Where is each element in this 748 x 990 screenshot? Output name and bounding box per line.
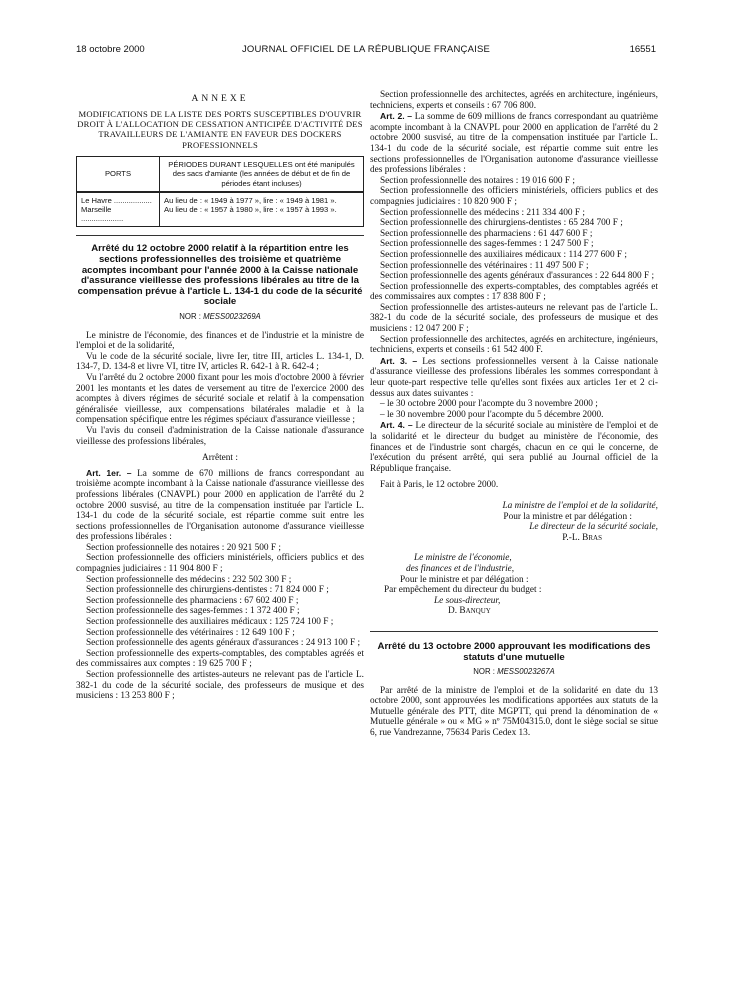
nor-label: NOR : <box>179 312 201 321</box>
nor-label: NOR : <box>473 667 495 677</box>
article-3 <box>370 356 658 399</box>
signatory-title: Le ministre de l'économie, <box>414 553 512 564</box>
preamble-paragraph: Vu le code de la sécurité sociale, livre Ier, titre III, articles L. 134-1, D. 134-7, D. 134-8 et livre VI, titre IV, articles R. 642-1 à R. 642-4 ; <box>76 351 364 373</box>
signatory-title: Le sous-directeur, <box>434 595 501 606</box>
list-item: Section professionnelle des officiers ministériels, officiers publics et des compagnies judiciaires : 10 820 900 F ; <box>370 186 658 207</box>
period-value: Au lieu de : « 1949 à 1977 », lire : « 1949 à 1981 ». <box>164 195 337 205</box>
signatory-title: des finances et de l'industrie, <box>406 563 515 574</box>
section-divider <box>76 235 364 236</box>
list-item: Section professionnelle des auxiliaires médicaux : 114 277 600 F ; <box>380 249 628 260</box>
list-item: Section professionnelle des vétérinaires : 12 649 100 F ; <box>86 627 295 638</box>
article-label: Art. 3. – <box>380 355 418 366</box>
period-value: Au lieu de : « 1957 à 1980 », lire : « 1957 à 1993 ». <box>164 205 337 215</box>
list-item: Section professionnelle des experts-comptables, des comptables agréés et des commissaires aux comptes : 19 625 700 F ; <box>76 648 364 670</box>
port-name: Le Havre .................. <box>81 195 152 205</box>
signatory-name: P.-L. Bras <box>562 532 602 543</box>
ports-column-header: PORTS <box>77 157 160 192</box>
port-name: Marseille .................... <box>81 205 124 224</box>
arrete-title: Arrêté du 13 octobre 2000 approuvant les modifications des statuts d'une mutuelle <box>377 640 651 663</box>
arretent-heading: Arrêtent : <box>202 453 238 464</box>
list-item: Section professionnelle des sages-femmes : 1 247 500 F ; <box>380 239 594 250</box>
annexe-heading: ANNEXE <box>191 94 249 104</box>
list-item: – le 30 octobre 2000 pour l'acompte du 3 novembre 2000 ; <box>380 399 598 410</box>
article-label: Art. 4. – <box>380 420 413 431</box>
list-item: Section professionnelle des officiers ministériels, officiers publics et des compagnies judiciaires : 11 904 800 F ; <box>76 553 364 575</box>
article-1-list <box>76 543 364 702</box>
journal-title: JOURNAL OFFICIEL DE LA RÉPUBLIQUE FRANÇAISE <box>241 44 491 55</box>
article-4 <box>370 420 658 474</box>
page-number: 16551 <box>629 44 656 55</box>
page-header <box>76 44 656 60</box>
preamble-paragraph: Vu l'avis du conseil d'administration de la Caisse nationale d'assurance vieillesse des professions libérales, <box>76 425 364 447</box>
list-item: Section professionnelle des chirurgiens-dentistes : 65 284 700 F ; <box>380 218 623 229</box>
fait-a-paris: Fait à Paris, le 12 octobre 2000. <box>380 480 499 491</box>
list-item: Section professionnelle des architectes, agréés en architecture, ingénieurs, techniciens, experts et conseils : 67 706 800. <box>370 90 658 111</box>
ports-table <box>76 156 364 227</box>
article-text: La somme de 670 millions de francs correspondant au troisième acompte incombant à la Caisse nationale d'assurance vieillesse des professions libérales (CNAVPL) pour 2000 en application de l'arrêté du 2 octobre 2000 susvisé, au titre de la compensation instituée par l'article L. 134-1 du code de la sécurité sociale, est répartie comme suit entre les sections professionnelles de l'Organisation autonome d'assurance vieillesse des professions libérales : <box>76 468 365 543</box>
list-item: Section professionnelle des médecins : 211 334 400 F ; <box>380 207 585 218</box>
preamble-paragraph: Vu l'arrêté du 2 octobre 2000 fixant pour les mois d'octobre 2000 à février 2001 les montants et les dates de versement au titre de l'exercice 2000 des acomptes à divers régimes de sécurité sociale et relatif à la compensation généralisée vieillesse, aux compensations bilatérales maladie et à la compensation spécifique entre les régimes spéciaux d'assurance vieillesse ; <box>76 372 364 426</box>
article-label: Art. 1er. – <box>86 467 132 478</box>
table-row <box>77 192 364 227</box>
nor-reference <box>76 312 364 323</box>
header-date: 18 octobre 2000 <box>76 44 145 55</box>
article-2 <box>370 111 658 176</box>
article-text: Les sections professionnelles versent à la Caisse nationale d'assurance vieillesse des professions libérales les sommes correspondant à leur quote-part respective telle qu'elles sont fixées aux articles 1er et 2 ci-dessus aux dates suivantes : <box>370 356 659 399</box>
list-item: Section professionnelle des pharmaciens : 61 447 600 F ; <box>380 228 593 239</box>
list-item: Section professionnelle des pharmaciens : 67 602 400 F ; <box>86 595 299 606</box>
article-label: Art. 2. – <box>380 111 413 122</box>
nor-code: MESS0023267A <box>497 667 555 677</box>
annexe-subtitle: MODIFICATIONS DE LA LISTE DES PORTS SUSCEPTIBLES D'OUVRIR DROIT À L'ALLOCATION DE CESSATION ANTICIPÉE D'ACTIVITÉ DES TRAVAILLEURS DE L'AMIANTE EN FAVEUR DES DOCKERS PROFESSIONNELS <box>77 108 363 150</box>
table-header-row <box>77 157 364 192</box>
ports-cell <box>77 192 160 227</box>
left-column <box>76 90 364 702</box>
signatory-name: D. Banquy <box>448 606 491 617</box>
periods-cell <box>160 192 364 227</box>
list-item: Section professionnelle des agents généraux d'assurances : 22 644 800 F ; <box>380 271 655 282</box>
arrete-text: Par arrêté de la ministre de l'emploi et de la solidarité en date du 13 octobre 2000, sont approuvées les modifications apportées aux statuts de la Mutuelle générale des PTT, dite MGPTT, qui prend la dénomination de « Mutuelle générale » ou « MG » nº 75M04315.0, dont le siège social se situe 6, rue Vandrezanne, 75634 Paris Cedex 13. <box>370 685 658 739</box>
signatory-line: Par empêchement du directeur du budget : <box>384 585 542 596</box>
list-item: Section professionnelle des architectes, agréés en architecture, ingénieurs, techniciens, experts et conseils : 61 542 400 F. <box>370 334 658 356</box>
signatory-line: Pour le ministre et par délégation : <box>400 574 529 585</box>
right-column <box>370 90 658 739</box>
section-divider <box>370 631 658 632</box>
list-item: Section professionnelle des experts-comptables, des comptables agréés et des commissaires aux comptes : 17 838 800 F ; <box>370 281 658 303</box>
list-item: Section professionnelle des médecins : 232 502 300 F ; <box>86 574 292 585</box>
signatory-line: Pour la ministre et par délégation : <box>503 511 632 522</box>
article-1 <box>76 468 364 543</box>
nor-code: MESS0023269A <box>203 312 261 321</box>
periods-column-header: PÉRIODES DURANT LESQUELLES ont été manipulés des sacs d'amiante (les années de début et de fin de périodes étant incluses) <box>160 157 364 192</box>
signature-block-emploi <box>370 501 658 543</box>
list-item: Section professionnelle des artistes-auteurs ne relevant pas de l'article L. 382-1 du code de la sécurité sociale, des professeurs de musique et des musiciens : 13 253 800 F ; <box>76 670 364 702</box>
list-item: Section professionnelle des agents généraux d'assurances : 24 913 100 F ; <box>86 638 361 649</box>
nor-reference <box>370 667 658 678</box>
list-item: Section professionnelle des artistes-auteurs ne relevant pas de l'article L. 382-1 du code de la sécurité sociale, des professeurs de musique et des musiciens : 12 047 200 F ; <box>370 302 658 335</box>
list-item: Section professionnelle des chirurgiens-dentistes : 71 824 000 F ; <box>86 585 329 596</box>
list-item: Section professionnelle des sages-femmes : 1 372 400 F ; <box>86 606 300 617</box>
signatory-title: Le directeur de la sécurité sociale, <box>529 522 658 533</box>
article-2-list <box>370 176 658 356</box>
list-item: Section professionnelle des notaires : 20 921 500 F ; <box>86 542 281 553</box>
arrete-title: Arrêté du 12 octobre 2000 relatif à la répartition entre les sections professionnelles des troisième et quatrième acomptes incombant pour l'année 2000 à la Caisse nationale d'assurance vieillesse des professions libérales au titre de la compensation prévue à l'article L. 134-1 du code de la sécurité sociale <box>77 243 363 308</box>
signature-block-economie <box>370 553 658 617</box>
preamble-paragraph: Le ministre de l'économie, des finances et de l'industrie et la ministre de l'emploi et de la solidarité, <box>76 330 364 352</box>
article-text: Le directeur de la sécurité sociale au ministère de l'emploi et de la solidarité et le directeur du budget au ministère de l'économie, des finances et de l'industrie sont chargés, chacun en ce qui le concerne, de l'exécution du présent arrêté, qui sera publié au Journal officiel de la République française. <box>370 421 658 474</box>
list-item: – le 30 novembre 2000 pour l'acompte du 5 décembre 2000. <box>380 409 604 420</box>
list-item: Section professionnelle des vétérinaires : 11 497 500 F ; <box>380 260 589 271</box>
list-item: Section professionnelle des notaires : 19 016 600 F ; <box>380 175 575 186</box>
article-text: La somme de 609 millions de francs correspondant au quatrième acompte incombant à la CNAVPL pour 2000 en application de l'arrêté du 2 octobre 2000 susvisé, au titre de la compensation instituée par l'article L. 134-1 du code de la sécurité sociale, est répartie comme suit entre les sections professionnelles de l'Organisation autonome d'assurance vieillesse des professions libérales : <box>370 112 659 176</box>
list-item: Section professionnelle des auxiliaires médicaux : 125 724 100 F ; <box>86 617 334 628</box>
signatory-title: La ministre de l'emploi et de la solidarité, <box>502 500 658 511</box>
